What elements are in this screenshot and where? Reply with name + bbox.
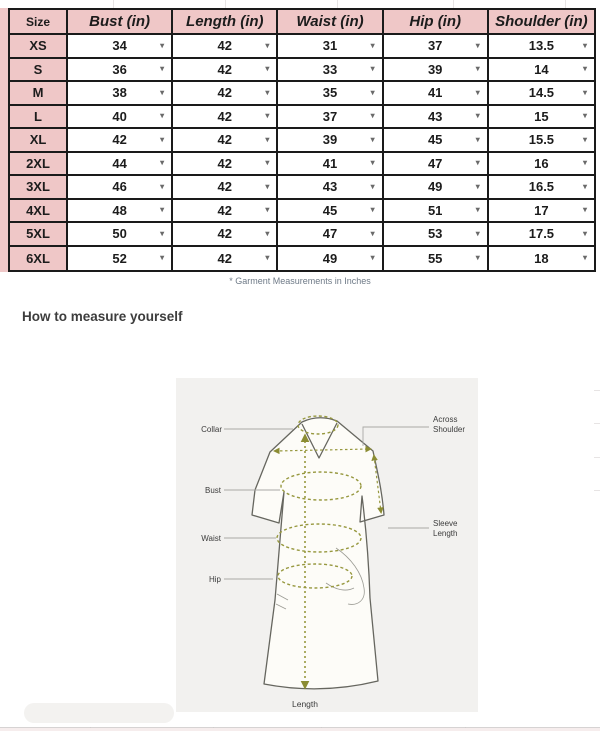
bust-dropdown-cell[interactable]: 34 ▾ xyxy=(68,35,173,59)
hip-label: Hip xyxy=(208,575,221,584)
dropdown-arrow-icon: ▾ xyxy=(265,111,270,121)
size-label-cell: 6XL xyxy=(10,247,68,271)
shoulder-dropdown-cell[interactable]: 14 ▾ xyxy=(489,59,594,83)
gridline xyxy=(565,0,566,8)
bust-dropdown-cell[interactable]: 52 ▾ xyxy=(68,247,173,271)
dropdown-arrow-icon: ▾ xyxy=(582,40,587,50)
hip-dropdown-cell[interactable]: 47 ▾ xyxy=(384,153,489,177)
waist-dropdown-cell[interactable]: 41 ▾ xyxy=(278,153,383,177)
dropdown-arrow-icon: ▾ xyxy=(370,205,375,215)
dropdown-arrow-icon: ▾ xyxy=(370,181,375,191)
length-dropdown-cell[interactable]: 42 ▾ xyxy=(173,223,278,247)
size-label-cell: 3XL xyxy=(10,176,68,200)
blurred-watermark-blob xyxy=(24,703,174,723)
hip-dropdown-cell[interactable]: 37 ▾ xyxy=(384,35,489,59)
shoulder-dropdown-cell[interactable]: 13.5 ▾ xyxy=(489,35,594,59)
dropdown-arrow-icon: ▾ xyxy=(160,253,165,263)
column-header-shoulder: Shoulder (in) xyxy=(489,10,594,35)
dropdown-arrow-icon: ▾ xyxy=(265,253,270,263)
shoulder-dropdown-cell[interactable]: 17 ▾ xyxy=(489,200,594,224)
hip-dropdown-cell[interactable]: 43 ▾ xyxy=(384,106,489,130)
dropdown-arrow-icon: ▾ xyxy=(265,87,270,97)
hip-dropdown-cell[interactable]: 39 ▾ xyxy=(384,59,489,83)
length-dropdown-cell[interactable]: 42 ▾ xyxy=(173,247,278,271)
dropdown-arrow-icon: ▾ xyxy=(370,134,375,144)
gridline xyxy=(453,0,454,8)
dropdown-arrow-icon: ▾ xyxy=(160,228,165,238)
size-label-cell: S xyxy=(10,59,68,83)
length-dropdown-cell[interactable]: 42 ▾ xyxy=(173,106,278,130)
dropdown-arrow-icon: ▾ xyxy=(475,134,480,144)
dropdown-arrow-icon: ▾ xyxy=(370,158,375,168)
column-header-waist: Waist (in) xyxy=(278,10,383,35)
hip-dropdown-cell[interactable]: 45 ▾ xyxy=(384,129,489,153)
bust-dropdown-cell[interactable]: 44 ▾ xyxy=(68,153,173,177)
dropdown-arrow-icon: ▾ xyxy=(160,158,165,168)
waist-dropdown-cell[interactable]: 49 ▾ xyxy=(278,247,383,271)
bust-dropdown-cell[interactable]: 36 ▾ xyxy=(68,59,173,83)
length-dropdown-cell[interactable]: 42 ▾ xyxy=(173,176,278,200)
hip-dropdown-cell[interactable]: 41 ▾ xyxy=(384,82,489,106)
waist-label: Waist xyxy=(201,534,221,543)
dropdown-arrow-icon: ▾ xyxy=(475,205,480,215)
length-dropdown-cell[interactable]: 42 ▾ xyxy=(173,82,278,106)
gridline xyxy=(594,390,600,391)
cropped-pink-column xyxy=(0,8,8,272)
shoulder-dropdown-cell[interactable]: 15.5 ▾ xyxy=(489,129,594,153)
dropdown-arrow-icon: ▾ xyxy=(370,40,375,50)
column-header-length: Length (in) xyxy=(173,10,278,35)
sleeve-length-label: Sleeve xyxy=(433,519,458,528)
size-label-cell: 4XL xyxy=(10,200,68,224)
size-label-cell: L xyxy=(10,106,68,130)
size-label-cell: XS xyxy=(10,35,68,59)
dropdown-arrow-icon: ▾ xyxy=(160,87,165,97)
dropdown-arrow-icon: ▾ xyxy=(160,134,165,144)
dropdown-arrow-icon: ▾ xyxy=(370,228,375,238)
dropdown-arrow-icon: ▾ xyxy=(475,40,480,50)
shoulder-dropdown-cell[interactable]: 16 ▾ xyxy=(489,153,594,177)
length-dropdown-cell[interactable]: 42 ▾ xyxy=(173,200,278,224)
length-dropdown-cell[interactable]: 42 ▾ xyxy=(173,59,278,83)
dropdown-arrow-icon: ▾ xyxy=(265,228,270,238)
bust-dropdown-cell[interactable]: 38 ▾ xyxy=(68,82,173,106)
size-label-cell: 2XL xyxy=(10,153,68,177)
dropdown-arrow-icon: ▾ xyxy=(370,111,375,121)
dropdown-arrow-icon: ▾ xyxy=(160,181,165,191)
measurements-footnote: * Garment Measurements in Inches xyxy=(229,276,371,286)
across-shoulder-label: Across xyxy=(433,415,458,424)
dropdown-arrow-icon: ▾ xyxy=(582,205,587,215)
waist-dropdown-cell[interactable]: 33 ▾ xyxy=(278,59,383,83)
gridline xyxy=(594,490,600,491)
column-header-hip: Hip (in) xyxy=(384,10,489,35)
dropdown-arrow-icon: ▾ xyxy=(475,253,480,263)
size-label-cell: M xyxy=(10,82,68,106)
collar-label: Collar xyxy=(201,425,222,434)
dropdown-arrow-icon: ▾ xyxy=(475,228,480,238)
dropdown-arrow-icon: ▾ xyxy=(475,111,480,121)
gridline xyxy=(594,423,600,424)
across-shoulder-label-2: Shoulder xyxy=(433,425,466,434)
hip-dropdown-cell[interactable]: 55 ▾ xyxy=(384,247,489,271)
dropdown-arrow-icon: ▾ xyxy=(582,181,587,191)
measurement-diagram xyxy=(176,378,478,712)
waist-dropdown-cell[interactable]: 37 ▾ xyxy=(278,106,383,130)
dropdown-arrow-icon: ▾ xyxy=(265,205,270,215)
dropdown-arrow-icon: ▾ xyxy=(370,64,375,74)
bust-dropdown-cell[interactable]: 40 ▾ xyxy=(68,106,173,130)
dropdown-arrow-icon: ▾ xyxy=(160,205,165,215)
dropdown-arrow-icon: ▾ xyxy=(160,111,165,121)
dropdown-arrow-icon: ▾ xyxy=(265,158,270,168)
length-dropdown-cell[interactable]: 42 ▾ xyxy=(173,153,278,177)
gridline xyxy=(113,0,114,8)
dropdown-arrow-icon: ▾ xyxy=(265,40,270,50)
size-label-cell: XL xyxy=(10,129,68,153)
dropdown-arrow-icon: ▾ xyxy=(582,87,587,97)
bust-dropdown-cell[interactable]: 46 ▾ xyxy=(68,176,173,200)
shoulder-dropdown-cell[interactable]: 16.5 ▾ xyxy=(489,176,594,200)
waist-dropdown-cell[interactable]: 35 ▾ xyxy=(278,82,383,106)
column-header-size: Size xyxy=(10,10,68,35)
bust-dropdown-cell[interactable]: 42 ▾ xyxy=(68,129,173,153)
hip-dropdown-cell[interactable]: 53 ▾ xyxy=(384,223,489,247)
hip-dropdown-cell[interactable]: 51 ▾ xyxy=(384,200,489,224)
dropdown-arrow-icon: ▾ xyxy=(582,64,587,74)
dropdown-arrow-icon: ▾ xyxy=(370,87,375,97)
dropdown-arrow-icon: ▾ xyxy=(265,181,270,191)
hip-dropdown-cell[interactable]: 49 ▾ xyxy=(384,176,489,200)
dropdown-arrow-icon: ▾ xyxy=(370,253,375,263)
dropdown-arrow-icon: ▾ xyxy=(582,253,587,263)
garment-outline xyxy=(252,418,384,689)
how-to-measure-heading: How to measure yourself xyxy=(22,309,183,324)
sleeve-length-label-2: Length xyxy=(433,529,458,538)
size-label-cell: 5XL xyxy=(10,223,68,247)
bust-dropdown-cell[interactable]: 48 ▾ xyxy=(68,200,173,224)
bust-label: Bust xyxy=(204,486,221,495)
dropdown-arrow-icon: ▾ xyxy=(582,111,587,121)
garment-diagram-svg xyxy=(176,378,478,712)
waist-dropdown-cell[interactable]: 31 ▾ xyxy=(278,35,383,59)
shoulder-dropdown-cell[interactable]: 17.5 ▾ xyxy=(489,223,594,247)
waist-dropdown-cell[interactable]: 47 ▾ xyxy=(278,223,383,247)
dropdown-arrow-icon: ▾ xyxy=(265,64,270,74)
shoulder-dropdown-cell[interactable]: 15 ▾ xyxy=(489,106,594,130)
waist-dropdown-cell[interactable]: 43 ▾ xyxy=(278,176,383,200)
shoulder-dropdown-cell[interactable]: 14.5 ▾ xyxy=(489,82,594,106)
waist-dropdown-cell[interactable]: 39 ▾ xyxy=(278,129,383,153)
column-header-bust: Bust (in) xyxy=(68,10,173,35)
gridline xyxy=(225,0,226,8)
dropdown-arrow-icon: ▾ xyxy=(160,64,165,74)
shoulder-dropdown-cell[interactable]: 18 ▾ xyxy=(489,247,594,271)
length-dropdown-cell[interactable]: 42 ▾ xyxy=(173,129,278,153)
dropdown-arrow-icon: ▾ xyxy=(475,181,480,191)
dropdown-arrow-icon: ▾ xyxy=(582,134,587,144)
waist-dropdown-cell[interactable]: 45 ▾ xyxy=(278,200,383,224)
gridline xyxy=(594,457,600,458)
bust-dropdown-cell[interactable]: 50 ▾ xyxy=(68,223,173,247)
length-label: Length xyxy=(292,699,318,709)
dropdown-arrow-icon: ▾ xyxy=(475,87,480,97)
dropdown-arrow-icon: ▾ xyxy=(160,40,165,50)
dropdown-arrow-icon: ▾ xyxy=(475,158,480,168)
size-chart-table xyxy=(8,8,596,272)
dropdown-arrow-icon: ▾ xyxy=(265,134,270,144)
dropdown-arrow-icon: ▾ xyxy=(582,228,587,238)
length-dropdown-cell[interactable]: 42 ▾ xyxy=(173,35,278,59)
dropdown-arrow-icon: ▾ xyxy=(475,64,480,74)
dropdown-arrow-icon: ▾ xyxy=(582,158,587,168)
gridline xyxy=(337,0,338,8)
